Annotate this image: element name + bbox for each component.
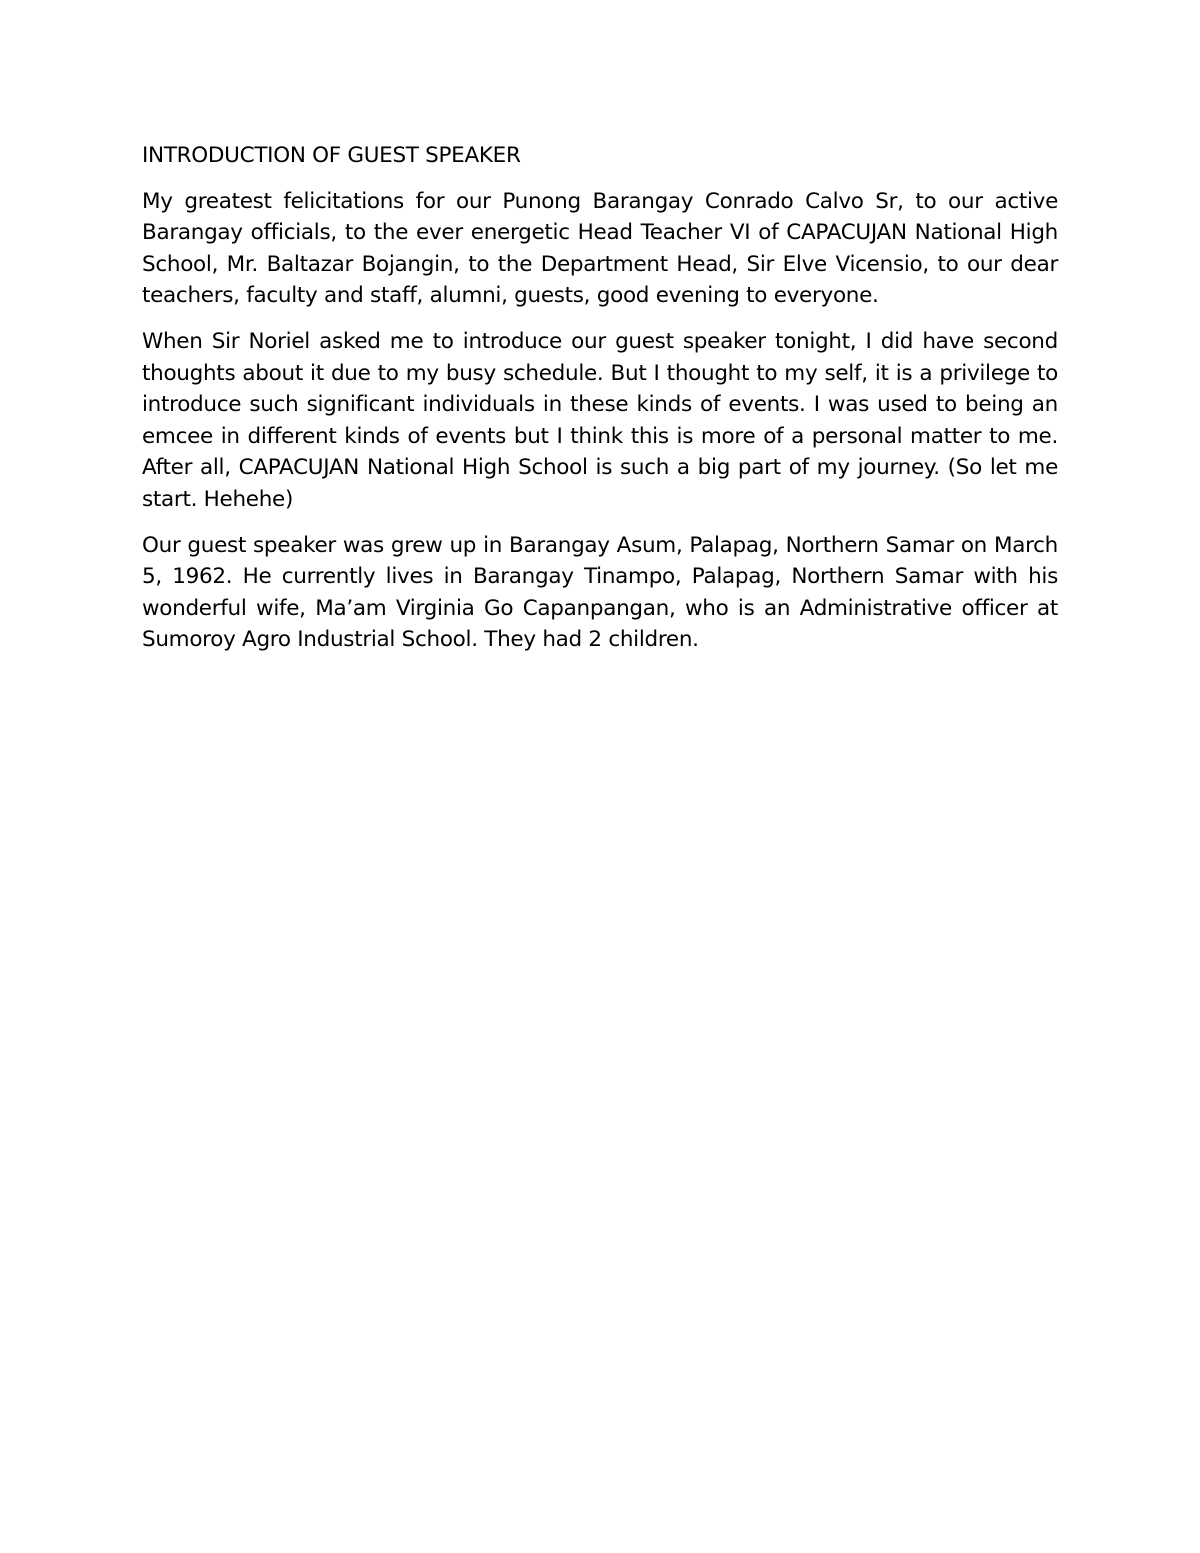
- document-body: [142, 140, 1058, 670]
- paragraph-speaker-background: Our guest speaker was grew up in Barangay Asum, Palapag, Northern Samar on March 5, 1962. He currently lives in Barangay Tinampo, Palapag, Northern Samar with his wonderful wife, Ma’am Virginia Go Capanpangan, who is an Administrative officer at Sumoroy Agro Industrial School. They had 2 children.: [142, 532, 1058, 653]
- document-title: INTRODUCTION OF GUEST SPEAKER: [142, 143, 521, 168]
- paragraph-introduction: When Sir Noriel asked me to introduce our guest speaker tonight, I did have second thoughts about it due to my busy schedule. But I thought to my self, it is a privilege to introduce such significant individuals in these kinds of events. I was used to being an emcee in different kinds of events but I think this is more of a personal matter to me. After all, CAPACUJAN National High School is such a big part of my journey. (So let me start. Hehehe): [142, 328, 1058, 512]
- paragraph-greeting: My greatest felicitations for our Punong Barangay Conrado Calvo Sr, to our active Barangay officials, to the ever energetic Head Teacher VI of CAPACUJAN National High School, Mr. Baltazar Bojangin, to the Department Head, Sir Elve Vicensio, to our dear teachers, faculty and staff, alumni, guests, good evening to everyone.: [142, 188, 1058, 309]
